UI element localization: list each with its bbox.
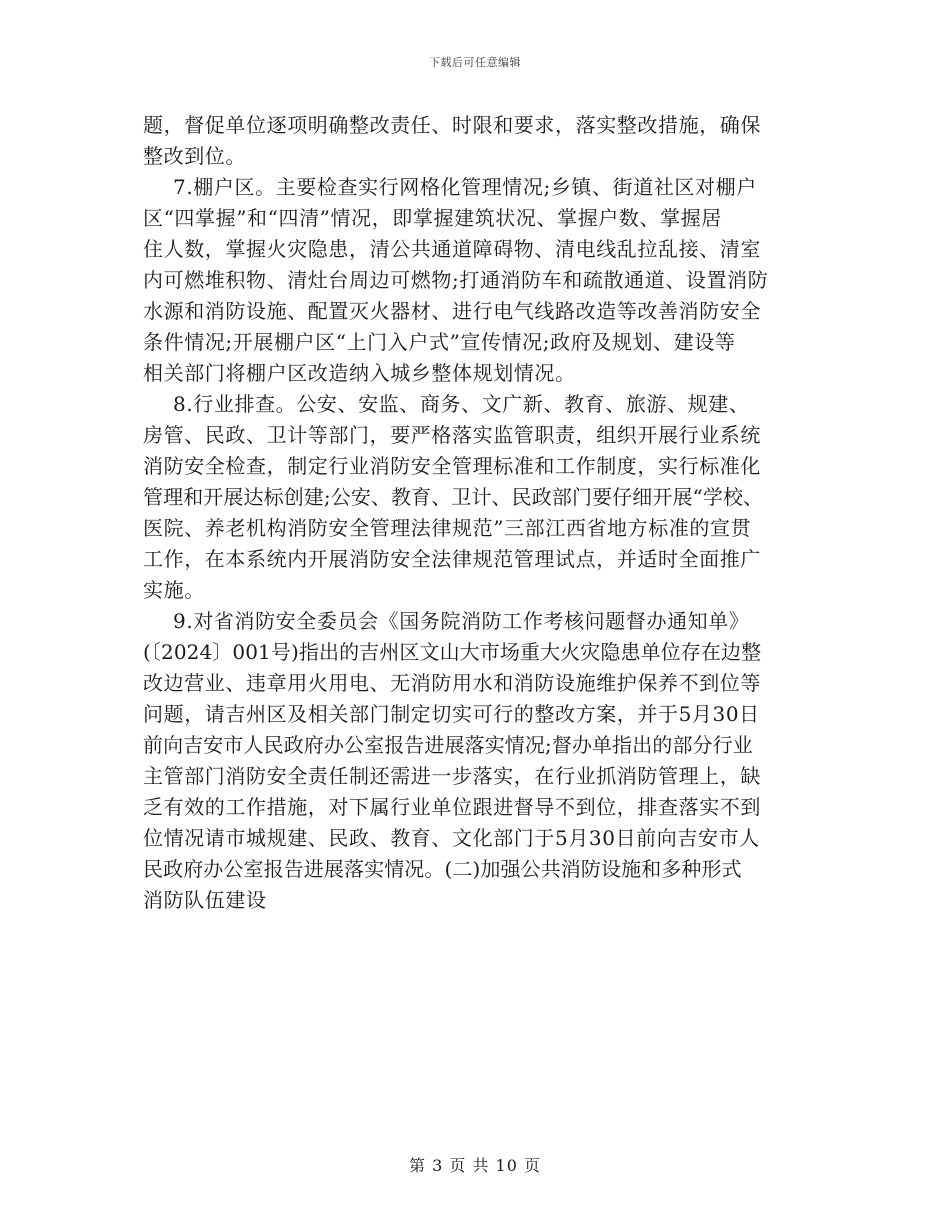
page-number-footer: 第 3 页 共 10 页 [409, 1156, 541, 1175]
body-line: 条件情况;开展棚户区“上门入户式”宣传情况;政府及规划、建设等 [143, 330, 736, 354]
body-line: 主管部门消防安全责任制还需进一步落实，在行业抓消防管理上，缺 [143, 764, 761, 788]
body-line: 工作，在本系统内开展消防安全法律规范管理试点，并适时全面推广 [143, 547, 761, 571]
document-body [143, 110, 811, 916]
paragraph-start-line: 7.棚户区。主要检查实行网格化管理情况;乡镇、街道社区对棚户 [173, 175, 757, 199]
body-line: 管理和开展达标创建;公安、教育、卫计、民政部门要仔细开展“学校、 [143, 485, 764, 509]
body-line: 问题，请吉州区及相关部门制定切实可行的整改方案，并于5月30日 [143, 702, 760, 726]
body-line: 消防安全检查，制定行业消防安全管理标准和工作制度，实行标准化 [143, 454, 761, 478]
body-line: 水源和消防设施、配置灭火器材、进行电气线路改造等改善消防安全 [143, 299, 761, 323]
page-header-note: 下载后可任意编辑 [429, 56, 521, 69]
body-line: 相关部门将棚户区改造纳入城乡整体规划情况。 [143, 361, 576, 385]
body-line: 乏有效的工作措施，对下属行业单位跟进督导不到位，排查落实不到 [143, 795, 761, 819]
body-line: 改边营业、违章用火用电、无消防用水和消防设施维护保养不到位等 [143, 671, 761, 695]
body-line: 房管、民政、卫计等部门，要严格落实监管职责，组织开展行业系统 [143, 423, 761, 447]
body-line: 位情况请市城规建、民政、教育、文化部门于5月30日前向吉安市人 [143, 826, 760, 850]
body-line: 民政府办公室报告进展落实情况。(二)加强公共消防设施和多种形式 [143, 857, 742, 881]
body-line: 内可燃堆积物、清灶台周边可燃物;打通消防车和疏散通道、设置消防 [143, 268, 769, 292]
body-line: 医院、养老机构消防安全管理法律规范”三部江西省地方标准的宣贯 [143, 516, 752, 540]
body-line: 区“四掌握”和“四清”情况，即掌握建筑状况、掌握户数、掌握居 [143, 206, 722, 230]
body-line: 题，督促单位逐项明确整改责任、时限和要求，落实整改措施，确保 [143, 113, 761, 137]
body-line: 前向吉安市人民政府办公室报告进展落实情况;督办单指出的部分行业 [143, 733, 753, 757]
paragraph-start-line: 8.行业排查。公安、安监、商务、文广新、教育、旅游、规建、 [173, 392, 750, 416]
paragraph-start-line: 9.对省消防安全委员会《国务院消防工作考核问题督办通知单》 [173, 609, 750, 633]
body-line: 住人数，掌握火灾隐患，清公共通道障碍物、清电线乱拉乱接、清室 [143, 237, 761, 261]
body-line: 消防队伍建设 [143, 888, 267, 912]
body-line: 整改到位。 [143, 144, 246, 168]
body-line: (〔2024〕001号)指出的吉州区文山大市场重大火灾隐患单位存在边整 [143, 640, 762, 664]
body-line: 实施。 [143, 578, 205, 602]
